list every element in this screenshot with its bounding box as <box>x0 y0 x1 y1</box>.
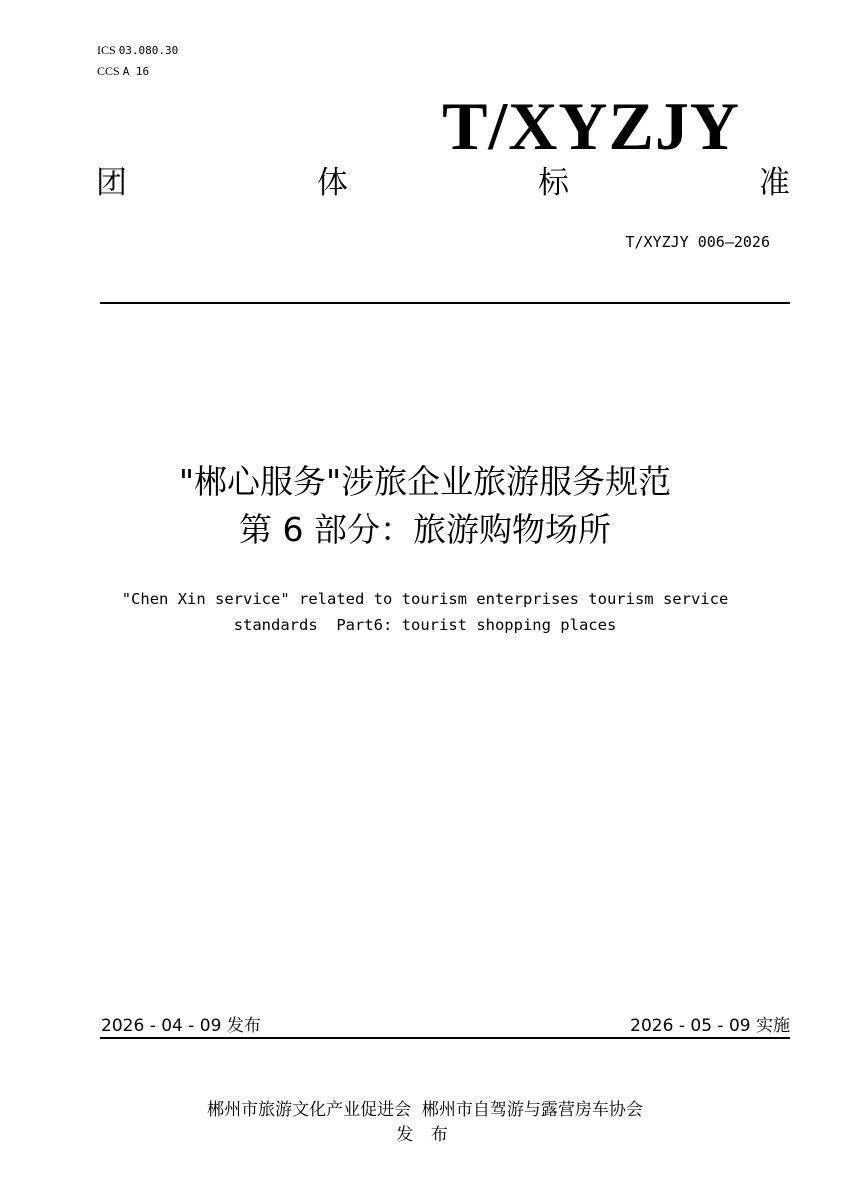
standard-type-char: 标 <box>538 165 569 201</box>
ics-label: ICS <box>97 43 116 57</box>
standard-type-heading <box>96 163 790 203</box>
ccs-code <box>97 64 149 79</box>
ics-value: 03.080.30 <box>118 44 179 57</box>
standard-type-char: 体 <box>317 165 348 201</box>
implementation-date: 2026 - 05 - 09 实施 <box>630 1016 790 1036</box>
standard-type-char: 团 <box>96 165 127 201</box>
ccs-value: A 16 <box>122 65 150 78</box>
bottom-divider <box>100 1037 790 1039</box>
issue-date: 2026 - 04 - 09 发布 <box>101 1016 261 1036</box>
top-divider <box>100 302 790 304</box>
chinese-title-line-2: 第 6 部分：旅游购物场所 <box>239 510 611 549</box>
chinese-title <box>0 458 850 554</box>
standard-brand-logo: T/XYZJY <box>442 88 740 164</box>
standard-number: T/XYZJY 006—2026 <box>625 233 770 251</box>
english-title-line-2: standards Part6: tourist shopping places <box>233 616 617 634</box>
chinese-title-line-1: "郴心服务"涉旅企业旅游服务规范 <box>178 462 672 501</box>
english-title-line-1: "Chen Xin service" related to tourism enterprises tourism service <box>121 590 729 608</box>
standard-type-char: 准 <box>759 165 790 201</box>
issued-label: 发 布 <box>396 1125 454 1145</box>
ics-code <box>97 43 178 58</box>
ccs-label: CCS <box>97 64 120 78</box>
english-title <box>0 586 850 638</box>
issuing-organizations: 郴州市旅游文化产业促进会 郴州市自驾游与露营房车协会 <box>207 1100 643 1120</box>
